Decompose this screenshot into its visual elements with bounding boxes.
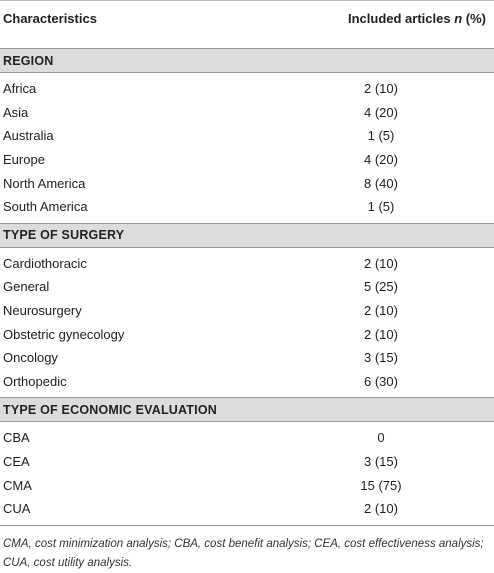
- row-label: CUA: [3, 501, 31, 517]
- header-included-prefix: Included articles: [348, 10, 455, 26]
- row-value: 1 (5): [367, 128, 395, 144]
- table-row: [0, 101, 494, 125]
- row-label: Asia: [3, 104, 29, 120]
- table-row: [0, 195, 494, 219]
- table-row: [0, 370, 494, 394]
- group-region-rows: [0, 73, 494, 223]
- row-value: 4 (20): [364, 104, 398, 120]
- table-row: [0, 252, 494, 276]
- header-n: n: [454, 10, 463, 26]
- row-value: 8 (40): [364, 175, 398, 191]
- row-value: 4 (20): [364, 152, 398, 168]
- table-row: [0, 275, 494, 299]
- row-value: 3 (15): [364, 350, 398, 366]
- table-row: [0, 148, 494, 172]
- group-economic-evaluation-rows: [0, 422, 494, 524]
- row-value: 2 (10): [364, 81, 398, 97]
- row-value: 2 (10): [364, 255, 398, 271]
- table-row: [0, 497, 494, 521]
- row-label: North America: [3, 175, 86, 191]
- row-label: CEA: [3, 454, 30, 470]
- row-label: Neurosurgery: [3, 303, 82, 319]
- row-value: 6 (30): [364, 373, 398, 389]
- row-label: Obstetric gynecology: [3, 326, 125, 342]
- row-label: Cardiothoracic: [3, 255, 87, 271]
- table-row: [0, 171, 494, 195]
- group-economic-evaluation-heading: TYPE OF ECONOMIC EVALUATION: [0, 397, 494, 422]
- row-value: 2 (10): [364, 326, 398, 342]
- header-percent: (%): [462, 10, 486, 26]
- row-label: CBA: [3, 430, 30, 446]
- table-row: [0, 473, 494, 497]
- header-characteristics: Characteristics: [3, 10, 97, 26]
- row-value: 2 (10): [364, 501, 398, 517]
- header-included-articles: [348, 11, 494, 26]
- row-label: Orthopedic: [3, 373, 67, 389]
- row-value: 15 (75): [360, 477, 402, 493]
- row-label: CMA: [3, 477, 32, 493]
- table-row: [0, 124, 494, 148]
- table-footnote: CMA, cost minimization analysis; CBA, cost benefit analysis; CEA, cost effectiveness analysis; CUA, cost utility analysis.: [3, 537, 484, 569]
- row-label: General: [3, 279, 50, 295]
- row-value: 0: [377, 430, 385, 446]
- group-surgery-rows: [0, 248, 494, 398]
- table-row: [0, 346, 494, 370]
- group-surgery-heading: TYPE OF SURGERY: [0, 223, 494, 248]
- row-label: Europe: [3, 152, 45, 168]
- table-row: [0, 299, 494, 323]
- table-row: [0, 450, 494, 474]
- row-value: 5 (25): [364, 279, 398, 295]
- row-value: 2 (10): [364, 303, 398, 319]
- row-value: 1 (5): [367, 199, 395, 215]
- group-region-heading: REGION: [0, 48, 494, 73]
- row-label: Africa: [3, 81, 37, 97]
- table-row: [0, 77, 494, 101]
- row-label: Australia: [3, 128, 54, 144]
- table-header: [0, 0, 494, 35]
- table-row: [0, 426, 494, 450]
- row-label: Oncology: [3, 350, 58, 366]
- row-value: 3 (15): [364, 454, 398, 470]
- table-row: [0, 322, 494, 346]
- row-label: South America: [3, 199, 88, 215]
